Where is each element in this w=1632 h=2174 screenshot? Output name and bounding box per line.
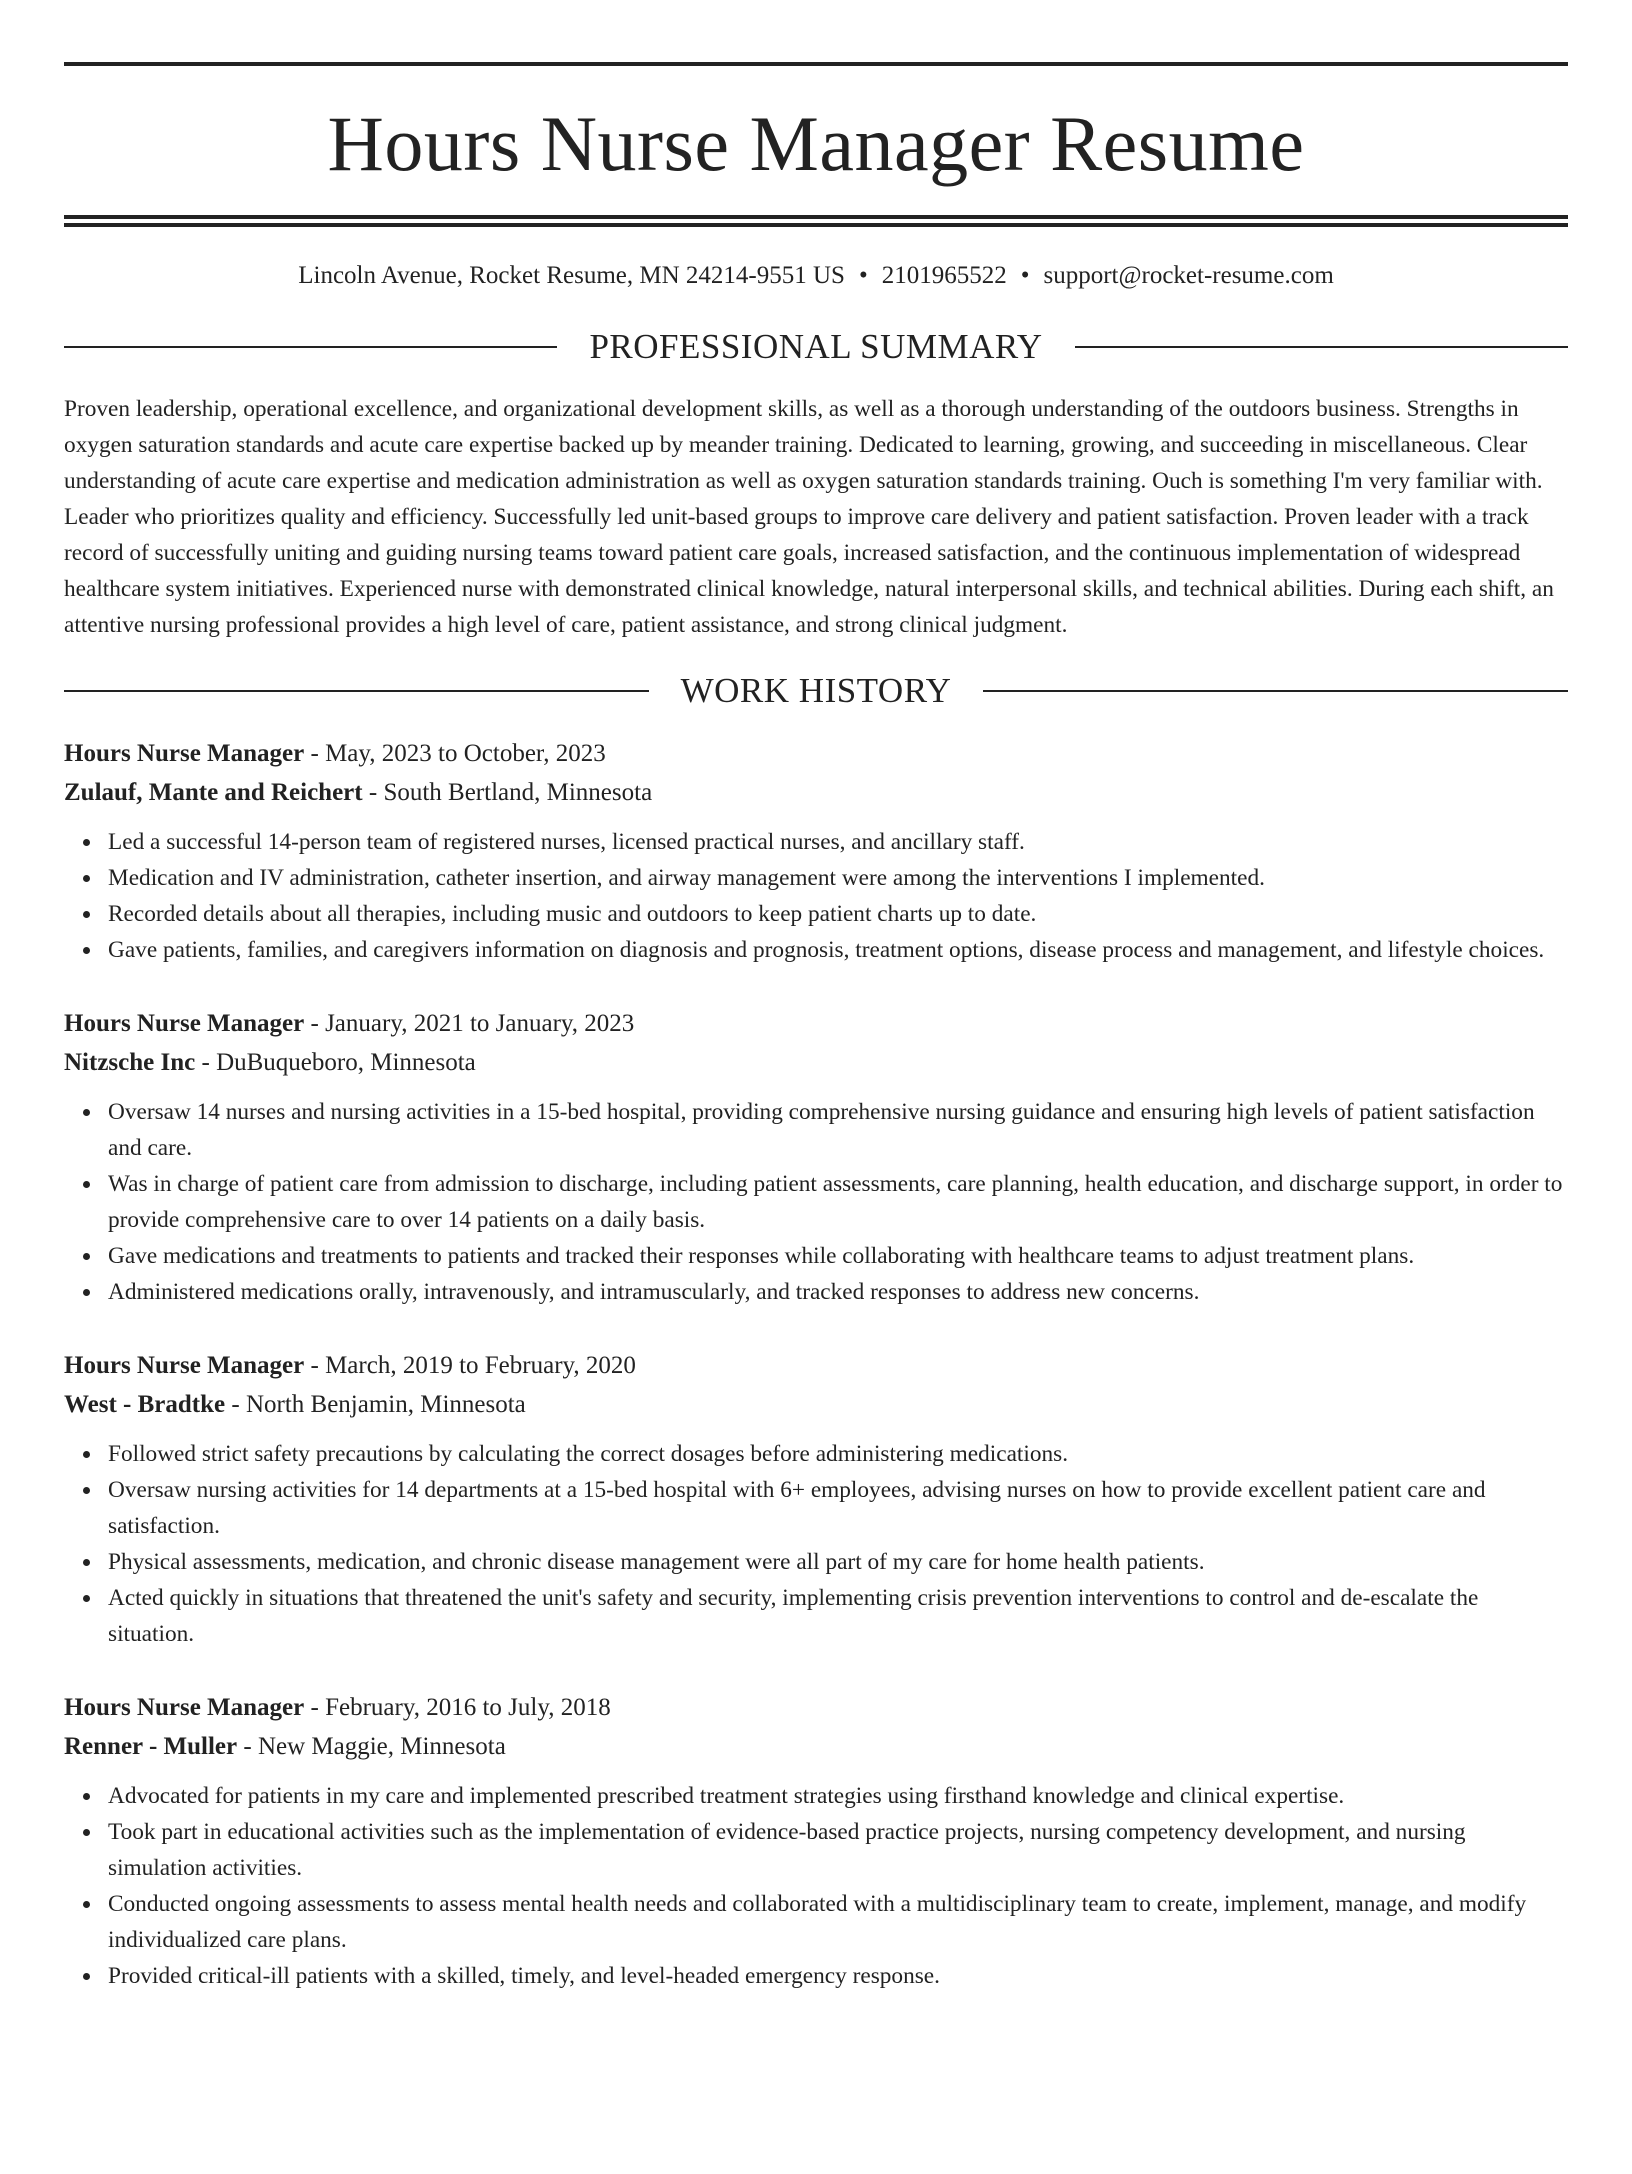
work-history-section bbox=[64, 673, 1568, 1994]
job-entry bbox=[64, 1004, 1568, 1310]
bullet-item: Provided critical-ill patients with a skilled, timely, and level-headed emergency response. bbox=[108, 1958, 1568, 1994]
job-role: Hours Nurse Manager bbox=[64, 1352, 305, 1379]
title-double-rule bbox=[64, 215, 1568, 227]
bullet-item: Took part in educational activities such as the implementation of evidence-based practice projects, nursing competency development, and nursing simulation activities. bbox=[108, 1814, 1568, 1886]
bullet-item: Gave medications and treatments to patients and tracked their responses while collaborating with healthcare teams to adjust treatment plans. bbox=[108, 1238, 1568, 1274]
job-bullets bbox=[64, 824, 1568, 968]
job-bullets bbox=[64, 1778, 1568, 1994]
bullet-item: Oversaw 14 nurses and nursing activities in a 15-bed hospital, providing comprehensive nursing guidance and ensuring high levels of patient satisfaction and care. bbox=[108, 1094, 1568, 1166]
bullet-item: Recorded details about all therapies, including music and outdoors to keep patient charts up to date. bbox=[108, 896, 1568, 932]
job-company-line bbox=[64, 1385, 1568, 1424]
job-company: West - Bradtke bbox=[64, 1391, 226, 1418]
job-location: DuBuqueboro, Minnesota bbox=[216, 1049, 476, 1076]
bullet-item: Led a successful 14-person team of registered nurses, licensed practical nurses, and ancillary staff. bbox=[108, 824, 1568, 860]
bullet-item: Gave patients, families, and caregivers information on diagnosis and prognosis, treatment options, disease process and management, and lifestyle choices. bbox=[108, 932, 1568, 968]
job-entry bbox=[64, 1688, 1568, 1994]
dash: - bbox=[225, 1391, 246, 1418]
professional-summary-section bbox=[64, 329, 1568, 643]
job-location: North Benjamin, Minnesota bbox=[245, 1391, 526, 1418]
contact-line bbox=[64, 261, 1568, 291]
job-role: Hours Nurse Manager bbox=[64, 1010, 305, 1037]
summary-text: Proven leadership, operational excellence, and organizational development skills, as well as a thorough understanding of the outdoors business. Strengths in oxygen saturation standards and acute care expertise backed up by meander training. Dedicated to learning, growing, and succeeding in miscellaneous. Clear understanding of acute care expertise and medication administration as well as oxygen saturation standards training. Ouch is something I'm very familiar with. Leader who prioritizes quality and efficiency. Successfully led unit-based groups to improve care delivery and patient satisfaction. Proven leader with a track record of successfully uniting and guiding nursing teams toward patient care goals, increased satisfaction, and the continuous implementation of widespread healthcare system initiatives. Experienced nurse with demonstrated clinical knowledge, natural interpersonal skills, and technical abilities. During each shift, an attentive nursing professional provides a high level of care, patient assistance, and strong clinical judgment. bbox=[64, 396, 1554, 638]
job-role-line bbox=[64, 1004, 1568, 1043]
dash: - bbox=[362, 779, 384, 806]
job-company-line bbox=[64, 773, 1568, 812]
contact-email: support@rocket-resume.com bbox=[1043, 262, 1334, 289]
job-dates: January, 2021 to January, 2023 bbox=[325, 1010, 635, 1037]
dash: - bbox=[237, 1733, 258, 1760]
bullet-item: Administered medications orally, intravenously, and intramuscularly, and tracked responses to address new concerns. bbox=[108, 1274, 1568, 1310]
bullet-item: Conducted ongoing assessments to assess mental health needs and collaborated with a multidisciplinary team to create, implement, manage, and modify individualized care plans. bbox=[108, 1886, 1568, 1958]
job-role-line bbox=[64, 1688, 1568, 1727]
job-company-line bbox=[64, 1727, 1568, 1766]
heading-rule-left bbox=[64, 346, 557, 348]
contact-separator: • bbox=[1020, 262, 1030, 289]
job-dates: February, 2016 to July, 2018 bbox=[325, 1694, 611, 1721]
dash: - bbox=[304, 740, 326, 767]
job-bullets bbox=[64, 1436, 1568, 1652]
dash: - bbox=[195, 1049, 217, 1076]
dash: - bbox=[304, 1694, 326, 1721]
section-heading bbox=[64, 329, 1568, 364]
job-entry bbox=[64, 734, 1568, 968]
job-location: New Maggie, Minnesota bbox=[257, 1733, 506, 1760]
section-heading bbox=[64, 673, 1568, 708]
job-role-line bbox=[64, 1346, 1568, 1385]
job-location: South Bertland, Minnesota bbox=[383, 779, 653, 806]
job-dates: May, 2023 to October, 2023 bbox=[325, 740, 606, 767]
dash: - bbox=[304, 1352, 326, 1379]
bullet-item: Medication and IV administration, catheter insertion, and airway management were among the interventions I implemented. bbox=[108, 860, 1568, 896]
job-role: Hours Nurse Manager bbox=[64, 740, 305, 767]
job-company: Nitzsche Inc bbox=[64, 1049, 196, 1076]
resume-title: Hours Nurse Manager Resume bbox=[327, 100, 1305, 187]
job-company: Renner - Muller bbox=[64, 1733, 238, 1760]
bullet-item: Acted quickly in situations that threatened the unit's safety and security, implementing crisis prevention interventions to control and de-escalate the situation. bbox=[108, 1580, 1568, 1652]
job-company-line bbox=[64, 1043, 1568, 1082]
resume-page bbox=[0, 62, 1632, 2174]
heading-rule-right bbox=[1075, 346, 1568, 348]
section-heading-label: WORK HISTORY bbox=[680, 671, 952, 710]
heading-rule-left bbox=[64, 690, 649, 692]
job-bullets bbox=[64, 1094, 1568, 1310]
job-role-line bbox=[64, 734, 1568, 773]
job-company: Zulauf, Mante and Reichert bbox=[64, 779, 363, 806]
contact-address: Lincoln Avenue, Rocket Resume, MN 24214-9551 US bbox=[298, 262, 845, 289]
bullet-item: Followed strict safety precautions by calculating the correct dosages before administering medications. bbox=[108, 1436, 1568, 1472]
top-rule bbox=[64, 62, 1568, 66]
bullet-item: Was in charge of patient care from admission to discharge, including patient assessments, care planning, health education, and discharge support, in order to provide comprehensive care to over 14 patients on a daily basis. bbox=[108, 1166, 1568, 1238]
bullet-item: Oversaw nursing activities for 14 departments at a 15-bed hospital with 6+ employees, advising nurses on how to provide excellent patient care and satisfaction. bbox=[108, 1472, 1568, 1544]
dash: - bbox=[304, 1010, 326, 1037]
bullet-item: Physical assessments, medication, and chronic disease management were all part of my care for home health patients. bbox=[108, 1544, 1568, 1580]
job-entry bbox=[64, 1346, 1568, 1652]
heading-rule-right bbox=[983, 690, 1568, 692]
bullet-item: Advocated for patients in my care and implemented prescribed treatment strategies using firsthand knowledge and clinical expertise. bbox=[108, 1778, 1568, 1814]
job-role: Hours Nurse Manager bbox=[64, 1694, 305, 1721]
job-dates: March, 2019 to February, 2020 bbox=[325, 1352, 636, 1379]
section-heading-label: PROFESSIONAL SUMMARY bbox=[589, 327, 1043, 366]
contact-phone: 2101965522 bbox=[881, 262, 1007, 289]
contact-separator: • bbox=[858, 262, 868, 289]
